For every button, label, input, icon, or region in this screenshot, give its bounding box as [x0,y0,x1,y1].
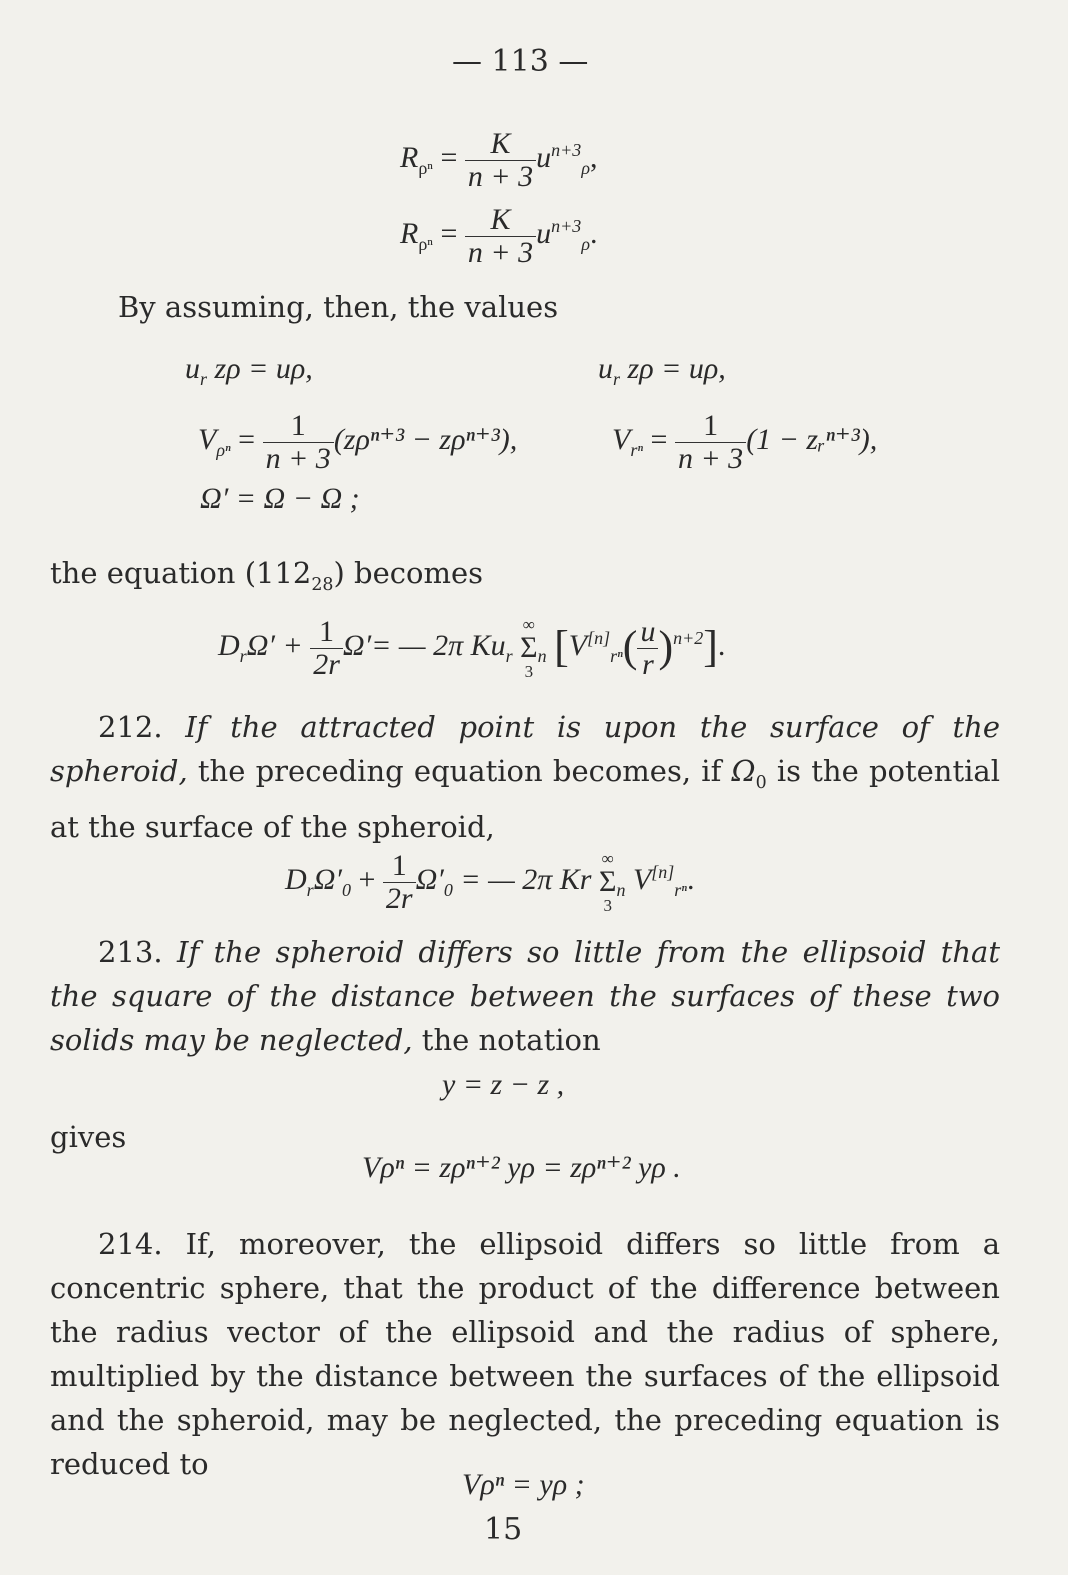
values-row1-right: $u_r$ zρ = uρ, [598,352,726,389]
equation-214: Vρⁿ = yρ ; [462,1468,585,1501]
values-row2-right: $V_{r^n}$ = $\frac{1}{n + 3}$ (1 − zᵣⁿ⁺³), [612,409,878,475]
page-footer: 15 [484,1512,523,1547]
equation-r-rho: $R_{\rho^n}$ = $\frac{K}{n + 3}$ $u^{n+3}_\rho$, [400,127,598,193]
values-row2-left: $V_{\rho^n}$ = $\frac{1}{n + 3}$ (zρⁿ⁺³ − zρⁿ⁺³), [198,409,518,475]
equation-main: $D_r\Omega'$ + $\frac{1}{2r}$ Ω′= — 2π $Ku_r$ ∞ Σ 3 $_n$ [$V[n]_{r^n}$( $\frac{u}{r}$ )$^{n+2}$]. [218,615,726,681]
equation-r-rho-e: $R_{\rho^n}$ = $\frac{K}{n + 3}$ $u^{n+3}_\rho$. [400,203,598,269]
values-row3: Ω′ = Ω − Ω ; [200,482,360,515]
text-by-assuming: By assuming, then, the values [118,290,559,324]
paragraph-212: 212. If the attracted point is upon the surface of the spheroid, the preceding equation becomes, if $\Omega_0$ is the potential at the surface of the spheroid, [50,710,1000,844]
equation-212: $D_r\Omega'_0$ + $\frac{1}{2r}$ $\Omega'_0$ = — 2π Kr ∞ Σ 3 $_n$ $V[n]_{r^n}$. [285,849,695,915]
text-equation-becomes: the equation $(112_{28})$ becomes [50,556,484,595]
values-row1-left: $u_r$ zρ = uρ, [185,352,313,389]
page-header: — 113 — [452,44,589,79]
paragraph-213: 213. If the spheroid differs so little from the ellipsoid that the square of the distance between the surfaces of these two solids may be neglected, the notation [50,935,1001,1057]
paragraph-214: 214. If, moreover, the ellipsoid differs so little from a concentric sphere, that the product of the difference between the radius vector of the ellipsoid and the radius of sphere, multiplied by the distance between the surfaces of the ellipsoid and the spheroid, may be neglected, the preceding equation is reduced to [50,1227,1000,1481]
equation-213: y = z − z , [442,1068,565,1101]
text-gives: gives [50,1120,127,1154]
equation-213b: Vρⁿ = zρⁿ⁺² yρ = zρⁿ⁺² yρ . [362,1151,681,1184]
